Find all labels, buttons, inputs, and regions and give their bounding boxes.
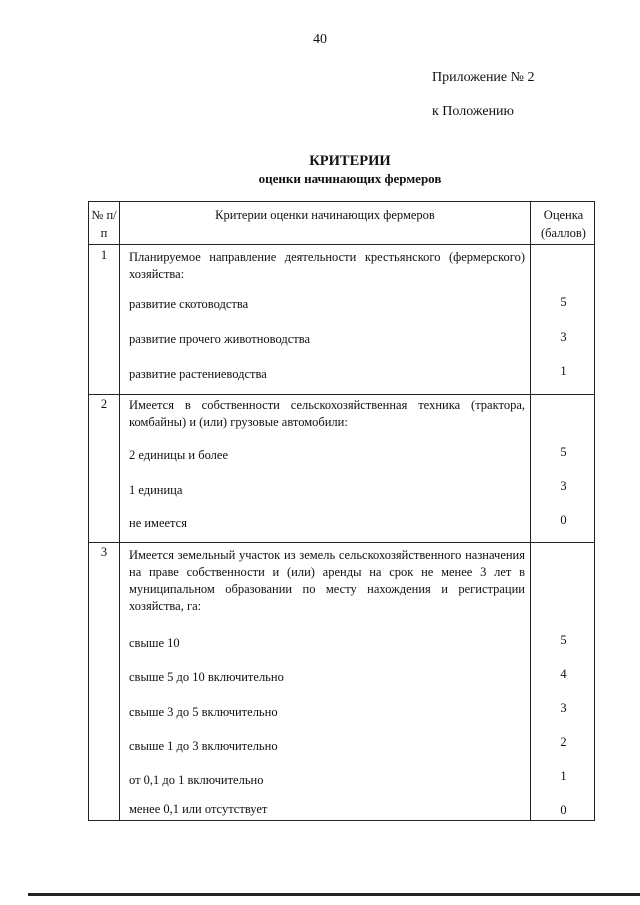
criterion-question: Имеется земельный участок из земель сельскохозяйственного назначения на праве собственности и (или) аренды на срок не менее 3 лет в муниципальном образовании по месту нахождения и регистрации хозяйства, га: <box>129 548 525 613</box>
row-number: 1 <box>100 248 108 262</box>
bottom-rule <box>28 893 640 896</box>
option-score: 5 <box>560 445 567 459</box>
option-score: 3 <box>560 330 567 344</box>
appendix-reference: к Положению <box>432 104 515 119</box>
criterion-option: свыше 3 до 5 включительно <box>129 705 278 719</box>
document-subtitle: оценки начинающих фермеров <box>258 171 442 186</box>
criterion-option: не имеется <box>129 516 187 530</box>
row-number: 3 <box>100 545 108 559</box>
header-criteria: Критерии оценки начинающих фермеров <box>215 208 435 222</box>
option-score: 1 <box>560 364 567 378</box>
criterion-option: свыше 10 <box>129 636 180 650</box>
option-score: 2 <box>560 735 567 749</box>
criterion-option: свыше 5 до 10 включительно <box>129 670 284 684</box>
document-title: КРИТЕРИИ <box>309 153 391 169</box>
page-number: 40 <box>313 32 327 47</box>
option-score: 5 <box>560 295 567 309</box>
criterion-option: свыше 1 до 3 включительно <box>129 739 278 753</box>
criterion-option: менее 0,1 или отсутствует <box>129 802 268 816</box>
header-score: Оценка (баллов) <box>541 208 586 240</box>
option-score: 4 <box>560 667 567 681</box>
option-score: 1 <box>560 769 567 783</box>
column-divider <box>119 202 120 820</box>
option-score: 3 <box>560 479 567 493</box>
criterion-option: развитие растениеводства <box>129 367 267 381</box>
row-divider <box>89 394 594 395</box>
header-number: № п/п <box>91 208 117 240</box>
criterion-question: Имеется в собственности сельскохозяйственная техника (трактора, комбайны) и (или) грузовые автомобили: <box>129 398 525 429</box>
row-divider <box>89 542 594 543</box>
row-divider <box>89 244 594 245</box>
criteria-table <box>88 201 595 821</box>
criterion-option: развитие прочего животноводства <box>129 332 311 346</box>
option-score: 0 <box>560 513 567 527</box>
option-score: 0 <box>560 803 567 817</box>
criterion-question: Планируемое направление деятельности крестьянского (фермерского) хозяйства: <box>129 250 525 281</box>
option-score: 3 <box>560 701 567 715</box>
criterion-option: 1 единица <box>129 483 183 497</box>
criterion-option: развитие скотоводства <box>129 297 249 311</box>
row-number: 2 <box>100 397 108 411</box>
option-score: 5 <box>560 633 567 647</box>
appendix-label: Приложение № 2 <box>432 70 535 85</box>
criterion-option: от 0,1 до 1 включительно <box>129 773 264 787</box>
criterion-option: 2 единицы и более <box>129 448 228 462</box>
